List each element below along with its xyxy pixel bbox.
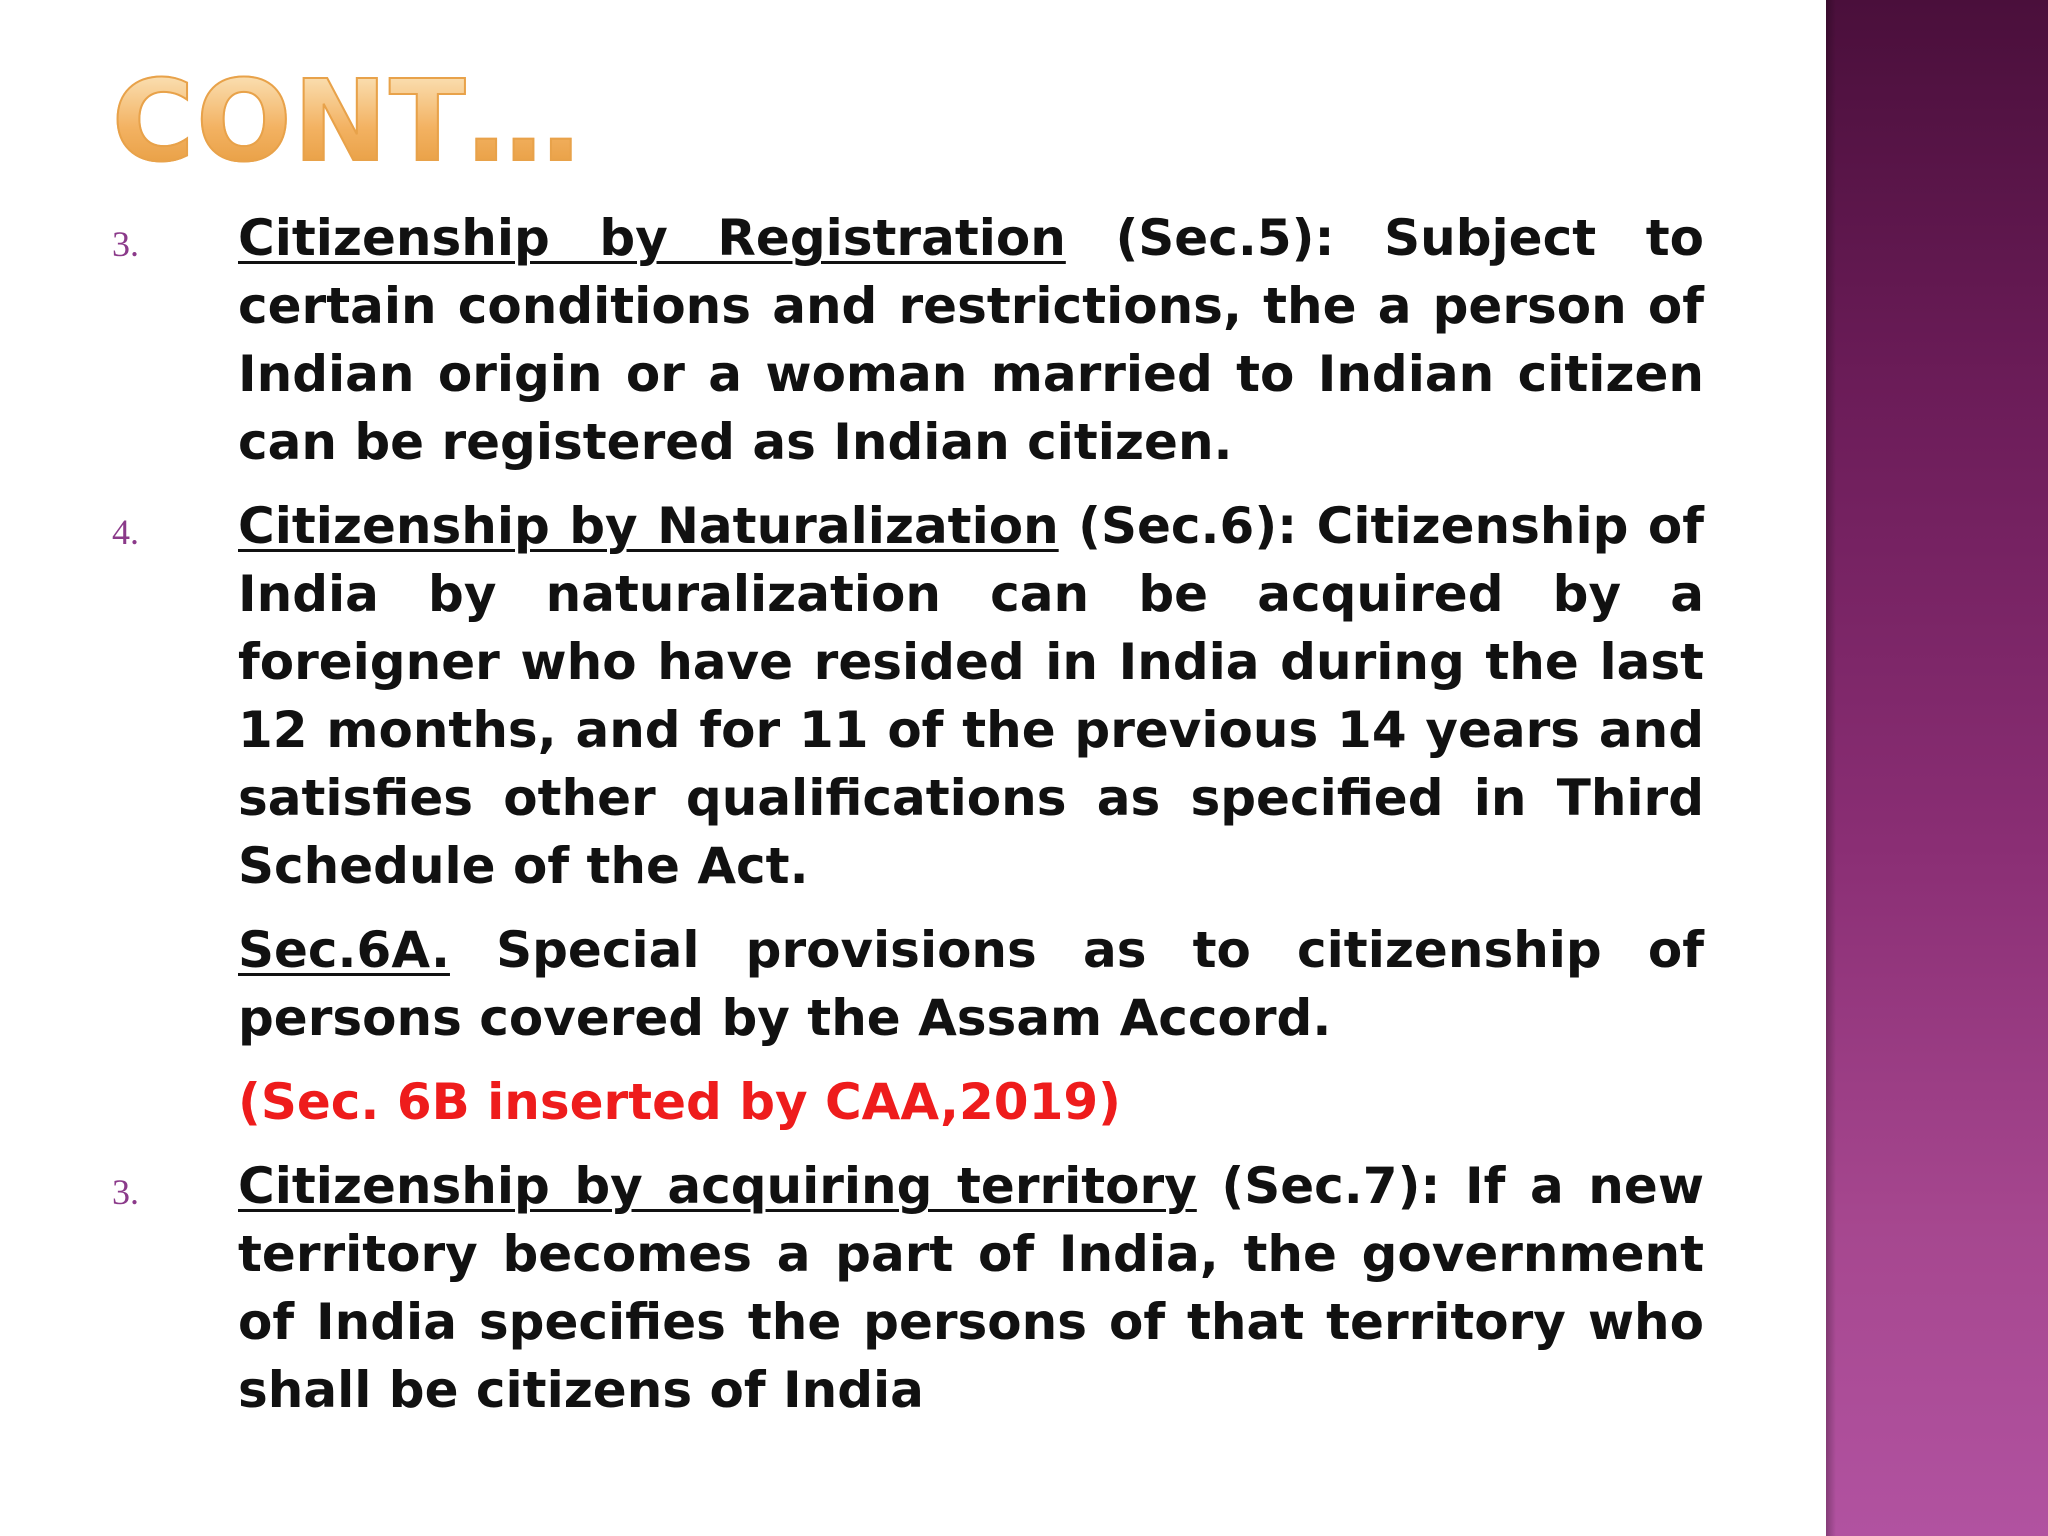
list-number: 3. [112,1172,139,1212]
item-heading: Citizenship by Naturalization [238,497,1059,555]
sec-6a-heading: Sec.6A. [238,921,450,979]
list-number: 4. [112,512,139,552]
list-item-territory [112,1152,1704,1424]
slide-title: CONT… [112,57,582,187]
list-number: 3. [112,224,139,264]
item-heading: Citizenship by acquiring territory [238,1157,1197,1215]
caa-note: (Sec. 6B inserted by CAA,2019) [238,1073,1122,1131]
list-text [238,492,1704,900]
item-body: (Sec.6): Citizenship of India by naturalization can be acquired by a foreigner who have resided in India during the last 12 months, and for 11 of the previous 14 years and satisfies other qualifications as specified in Third Schedule of the Act. [238,497,1704,895]
list-text [238,204,1704,476]
item-heading: Citizenship by Registration [238,209,1066,267]
list-item-naturalization [112,492,1704,900]
slide-content [112,204,1704,1440]
list-item-registration [112,204,1704,476]
item-body: (Sec.5): Subject to certain conditions and restrictions, the a person of Indian origin or a woman married to Indian citizen can be registered as Indian citizen. [238,209,1704,471]
decorative-side-bar [1826,0,2048,1536]
sec-6a-body: Special provisions as to citizenship of persons covered by the Assam Accord. [238,921,1704,1047]
item-body: (Sec.7): If a new territory becomes a part of India, the government of India specifies the persons of that territory who shall be citizens of India [238,1157,1705,1419]
list-text [238,1152,1704,1424]
sec-6a-paragraph [238,916,1704,1052]
